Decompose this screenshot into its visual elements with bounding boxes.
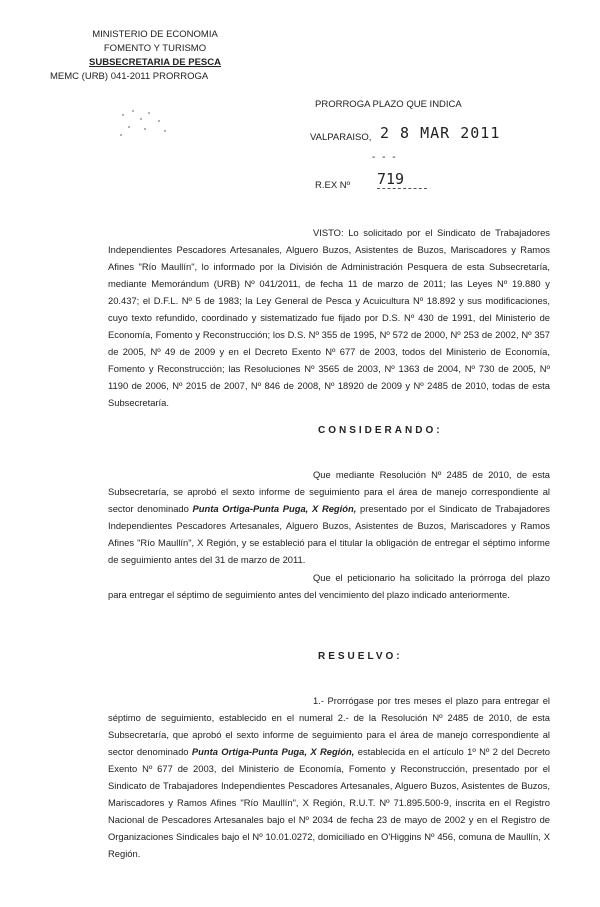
rex-dashes: - - - (372, 152, 398, 163)
visto-lead: VISTO: (313, 227, 344, 238)
considerando-paragraph-1 (108, 466, 550, 568)
date-stamp: 2 8 MAR 2011 (380, 124, 501, 142)
considerando-p2-text: Que el peticionario ha solicitado la prórroga del plazo para entregar el séptimo de seguimiento antes del vencimiento del plazo indicado anteriormente. (108, 572, 550, 600)
resuelvo-p1-text-a: 1.- Prorrógase por tres meses el plazo para entregar el séptimo de seguimiento, establecido en el numeral 2.- de la Resolución Nº 2485 de 2010, de esta Subsecretaría, que aprobó el sexto informe de seguimiento para el área de manejo correspondiente al sector denominado (108, 695, 550, 757)
considerando-heading: CONSIDERANDO: (318, 425, 443, 436)
letterhead (50, 28, 260, 84)
ministry-line-2: FOMENTO Y TURISMO (103, 43, 207, 54)
resuelvo-heading: RESUELVO: (318, 651, 403, 662)
sector-name: Punta Ortiga-Punta Puga, X Región, (192, 503, 357, 514)
rex-label: R.EX Nº (315, 180, 351, 191)
resuelvo-p1-text-b: establecida en el artículo 1º Nº 2 del Decreto Exento Nº 677 de 2003, del Ministerio de Economía, Fomento y Reconstrucción, presentado por el Sindicato de Trabajadores Independientes Pescadores Artesanales, Alguero Buzos, Asistentes de Buzos, Mariscadores y Ramos Afines "Río Maullín", X Región, R.U.T. Nº 71.895.500-9, inscrita en el Registro Nacional de Pescadores Artesanales bajo el Nº 2034 de fecha 23 de mayo de 2002 y en el Registro de Organizaciones Sindicales bajo el Nº 10.01.0272, domiciliado en O'Higgins Nº 456, comuna de Maullín, X Región. (108, 746, 550, 859)
faded-stamp (118, 108, 178, 138)
considerando-p1-text-a: Que mediante Resolución Nº 2485 de 2010, de esta Subsecretaría, se aprobó el sexto informe de seguimiento para el área de manejo correspondiente al sector denominado (108, 469, 550, 514)
sector-name-2: Punta Ortiga-Punta Puga, X Región, (191, 746, 355, 757)
memo-reference: MEMC (URB) 041-2011 PRORROGA (50, 71, 209, 82)
document-subject: PRORROGA PLAZO QUE INDICA (315, 99, 462, 110)
considerando-p1-text-b: presentado por el Sindicato de Trabajadores Independientes Pescadores Artesanales, Alguero Buzos, Asistentes de Buzos, Mariscadores y Ramos Afines "Río Maullín", X Región, y se estableció para el titular la obligación de entregar el séptimo informe de seguimiento antes del 31 de marzo de 2011. (108, 503, 550, 565)
place-label: VALPARAISO, (310, 132, 372, 143)
resuelvo-paragraph-1 (108, 692, 550, 862)
visto-text: Lo solicitado por el Sindicato de Trabajadores Independientes Pescadores Artesanales, Alguero Buzos, Asistentes de Buzos, Mariscadores y Ramos Afines "Río Maullín", lo informado por la División de Administración Pesquera de esta Subsecretaría, mediante Memorándum (URB) Nº 041/2011, de fecha 11 de marzo de 2011; las Leyes Nº 19.880 y 20.437; el D.F.L. Nº 5 de 1983; la Ley General de Pesca y Acuicultura Nº 18.892 y sus modificaciones, cuyo texto refundido, coordinado y sistematizado fue fijado por D.S. Nº 430 de 1991, del Ministerio de Economía, Fomento y Reconstrucción; los D.S. Nº 355 de 1995, Nº 572 de 2000, Nº 253 de 2002, Nº 357 de 2005, Nº 49 de 2009 y en el Decreto Exento Nº 677 de 2003, todos del Ministerio de Economía, Fomento y Reconstrucción; las Resoluciones Nº 3565 de 2003, Nº 1363 de 2004, Nº 730 de 2005, Nº 1190 de 2006, Nº 2015 de 2007, Nº 846 de 2008, Nº 18920 de 2009 y Nº 2485 de 2010, todas de esta Subsecretaría. (108, 227, 550, 408)
visto-paragraph (108, 224, 550, 411)
ministry-line: MINISTERIO DE ECONOMIA (92, 29, 218, 40)
considerando-paragraph-2 (108, 569, 550, 603)
rex-number: 719 (377, 170, 427, 189)
subsecretaria-line: SUBSECRETARIA DE PESCA (89, 57, 221, 68)
